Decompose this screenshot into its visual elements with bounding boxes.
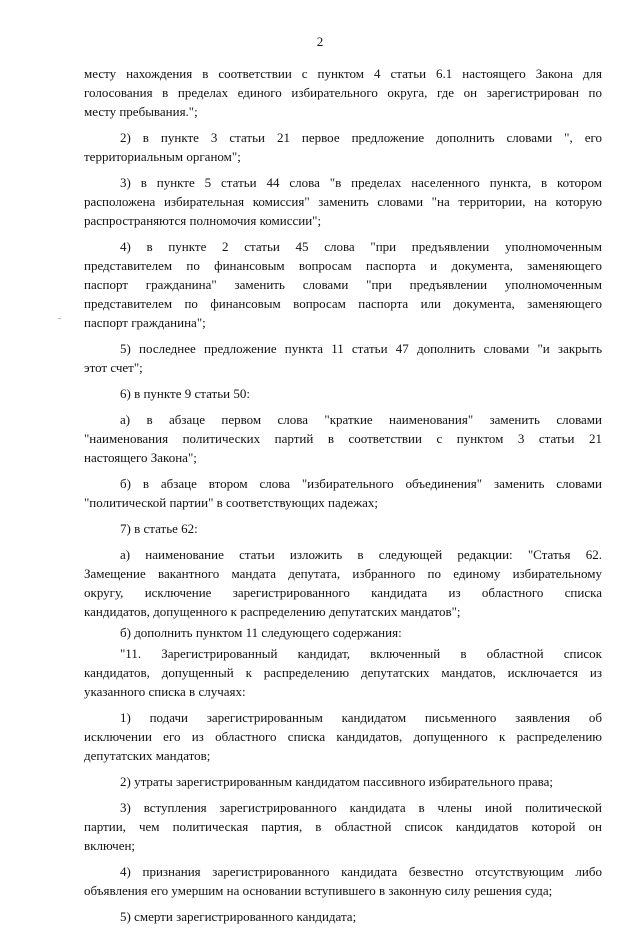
text-line: 7) в статье 62: bbox=[120, 521, 198, 536]
text-line: паспорт гражданина" заменить словами "при предъявлении уполномоченным bbox=[84, 277, 602, 292]
paragraph bbox=[84, 623, 602, 642]
text-line: голосования в пределах единого избирательного округа, где он зарегистрирован по bbox=[84, 85, 602, 100]
text-line: представителем по финансовым вопросам паспорта или документа, заменяющего bbox=[84, 296, 602, 311]
paragraph bbox=[84, 545, 602, 621]
text-line: 2) утраты зарегистрированным кандидатом пассивного избирательного права; bbox=[120, 774, 553, 789]
text-line: а) в абзаце первом слова "краткие наименования" заменить словами bbox=[120, 412, 602, 427]
paragraph bbox=[84, 410, 602, 467]
text-line: 3) в пункте 5 статьи 44 слова "в пределах населенного пункта, в котором bbox=[120, 175, 602, 190]
text-line: исключении его из областного списка кандидатов, допущенного к распределению bbox=[84, 729, 602, 744]
paragraph bbox=[84, 474, 602, 512]
text-line: партии, чем политическая партия, в областной список кандидатов которой он bbox=[84, 819, 602, 834]
text-line: "наименования политических партий в соответствии с пунктом 3 статьи 21 bbox=[84, 431, 602, 446]
paragraph bbox=[84, 772, 602, 791]
text-line: кандидатов, допущенного к распределению депутатских мандатов"; bbox=[84, 604, 461, 619]
paragraph bbox=[84, 384, 602, 403]
paragraph bbox=[84, 708, 602, 765]
text-line: объявления его умершим на основании вступившего в законную силу решения суда; bbox=[84, 883, 553, 898]
text-line: распространяются полномочия комиссии"; bbox=[84, 213, 322, 228]
paragraph bbox=[84, 519, 602, 538]
scan-mark bbox=[58, 318, 61, 319]
text-line: депутатских мандатов; bbox=[84, 748, 211, 763]
text-line: "11. Зарегистрированный кандидат, включенный в областной список bbox=[120, 646, 602, 661]
text-line: представителем по финансовым вопросам паспорта и документа, заменяющего bbox=[84, 258, 602, 273]
text-line: "политической партии" в соответствующих падежах; bbox=[84, 495, 379, 510]
text-line: указанного списка в случаях: bbox=[84, 684, 246, 699]
text-line: 5) смерти зарегистрированного кандидата; bbox=[120, 909, 357, 924]
document-body bbox=[84, 64, 602, 933]
page-number: 2 bbox=[316, 34, 324, 49]
text-line: 2) в пункте 3 статьи 21 первое предложение дополнить словами ", его bbox=[120, 130, 602, 145]
paragraph bbox=[84, 862, 602, 900]
text-line: а) наименование статьи изложить в следующей редакции: "Статья 62. bbox=[120, 547, 602, 562]
paragraph bbox=[84, 128, 602, 166]
paragraph bbox=[84, 237, 602, 332]
text-line: 4) в пункте 2 статьи 45 слова "при предъявлении уполномоченным bbox=[120, 239, 602, 254]
paragraph bbox=[84, 339, 602, 377]
text-line: 3) вступления зарегистрированного кандидата в члены иной политической bbox=[120, 800, 602, 815]
text-line: 6) в пункте 9 статьи 50: bbox=[120, 386, 250, 401]
text-line: округу, исключение зарегистрированного кандидата из областного списка bbox=[84, 585, 602, 600]
text-line: включен; bbox=[84, 838, 136, 853]
text-line: паспорт гражданина"; bbox=[84, 315, 206, 330]
paragraph bbox=[84, 644, 602, 701]
paragraph bbox=[84, 173, 602, 230]
text-line: месту нахождения в соответствии с пунктом 4 статьи 6.1 настоящего Закона для bbox=[84, 66, 602, 81]
paragraph bbox=[84, 798, 602, 855]
text-line: месту пребывания."; bbox=[84, 104, 198, 119]
text-line: Замещение вакантного мандата депутата, избранного по единому избирательному bbox=[84, 566, 602, 581]
text-line: кандидатов, допущенный к распределению депутатских мандатов, исключается из bbox=[84, 665, 602, 680]
text-line: 4) признания зарегистрированного кандидата безвестно отсутствующим либо bbox=[120, 864, 602, 879]
text-line: территориальным органом"; bbox=[84, 149, 241, 164]
text-line: этот счет"; bbox=[84, 360, 143, 375]
text-line: расположена избирательная комиссия" заменить словами "на территории, на которую bbox=[84, 194, 602, 209]
text-line: б) дополнить пунктом 11 следующего содержания: bbox=[120, 625, 402, 640]
text-line: 1) подачи зарегистрированным кандидатом письменного заявления об bbox=[120, 710, 602, 725]
paragraph bbox=[84, 64, 602, 121]
paragraph bbox=[84, 907, 602, 926]
text-line: б) в абзаце втором слова "избирательного объединения" заменить словами bbox=[120, 476, 602, 491]
text-line: 5) последнее предложение пункта 11 статьи 47 дополнить словами "и закрыть bbox=[120, 341, 602, 356]
text-line: настоящего Закона"; bbox=[84, 450, 197, 465]
